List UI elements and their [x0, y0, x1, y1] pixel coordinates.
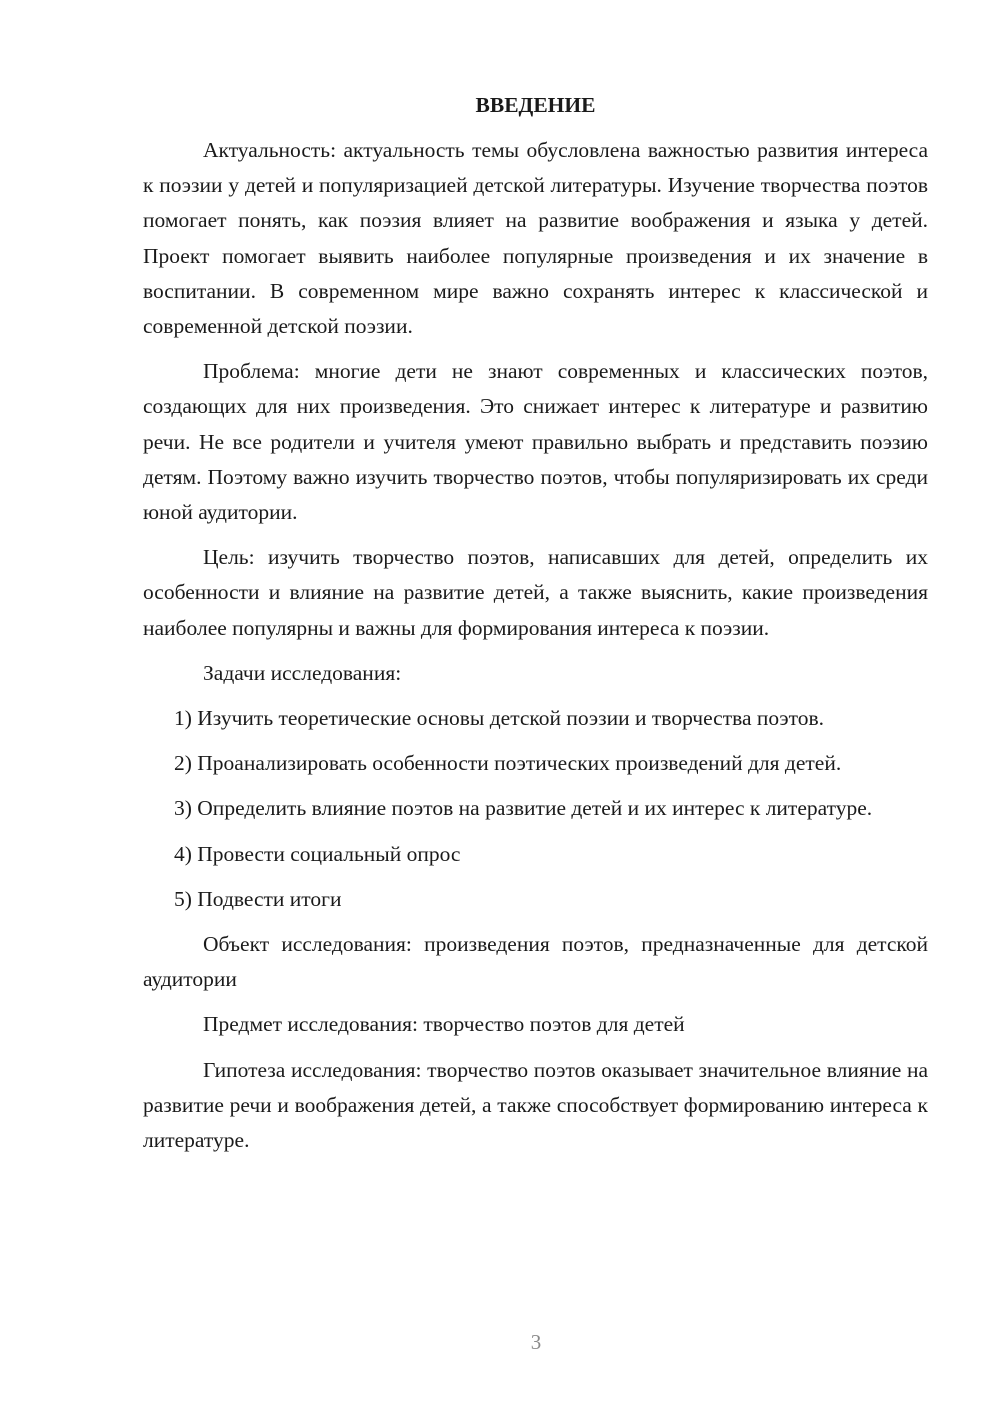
object-paragraph: Объект исследования: произведения поэтов, предназначенные для детской аудитории: [143, 932, 928, 992]
goal-paragraph: Цель: изучить творчество поэтов, написавших для детей, определить их особенности и влияние на развитие детей, а также выяснить, какие произведения наиболее популярны и важны для формирования интереса к поэзии.: [143, 545, 928, 640]
document-heading: ВВЕДЕНИЕ: [475, 93, 596, 117]
page-number: 3: [530, 1330, 542, 1354]
tasks-title: Задачи исследования:: [203, 660, 402, 685]
task-item-4: 4) Провести социальный опрос: [174, 841, 461, 866]
task-item-3: 3) Определить влияние поэтов на развитие детей и их интерес к литературе.: [174, 796, 873, 821]
problem-paragraph: Проблема: многие дети не знают современных и классических поэтов, создающих для них произведения. Это снижает интерес к литературе и развитию речи. Не все родители и учителя умеют правильно выбрать и представить поэзию детям. Поэтому важно изучить творчество поэтов, чтобы популяризировать их среди юной аудитории.: [143, 359, 928, 525]
task-item-2: 2) Проанализировать особенности поэтических произведений для детей.: [174, 751, 842, 776]
document-page: [143, 88, 928, 1168]
relevance-paragraph: Актуальность: актуальность темы обусловлена важностью развития интереса к поэзии у детей и популяризацией детской литературы. Изучение творчества поэтов помогает понять, как поэзия влияет на развитие воображения и языка у детей. Проект помогает выявить наиболее популярные произведения и их значение в воспитании. В современном мире важно сохранять интерес к классической и современной детской поэзии.: [143, 138, 928, 339]
task-item-1: 1) Изучить теоретические основы детской поэзии и творчества поэтов.: [174, 706, 825, 731]
task-item-5: 5) Подвести итоги: [174, 886, 342, 911]
subject-paragraph: Предмет исследования: творчество поэтов для детей: [203, 1012, 685, 1037]
hypothesis-paragraph: Гипотеза исследования: творчество поэтов оказывает значительное влияние на развитие речи и воображения детей, а также способствует формированию интереса к литературе.: [143, 1057, 928, 1153]
